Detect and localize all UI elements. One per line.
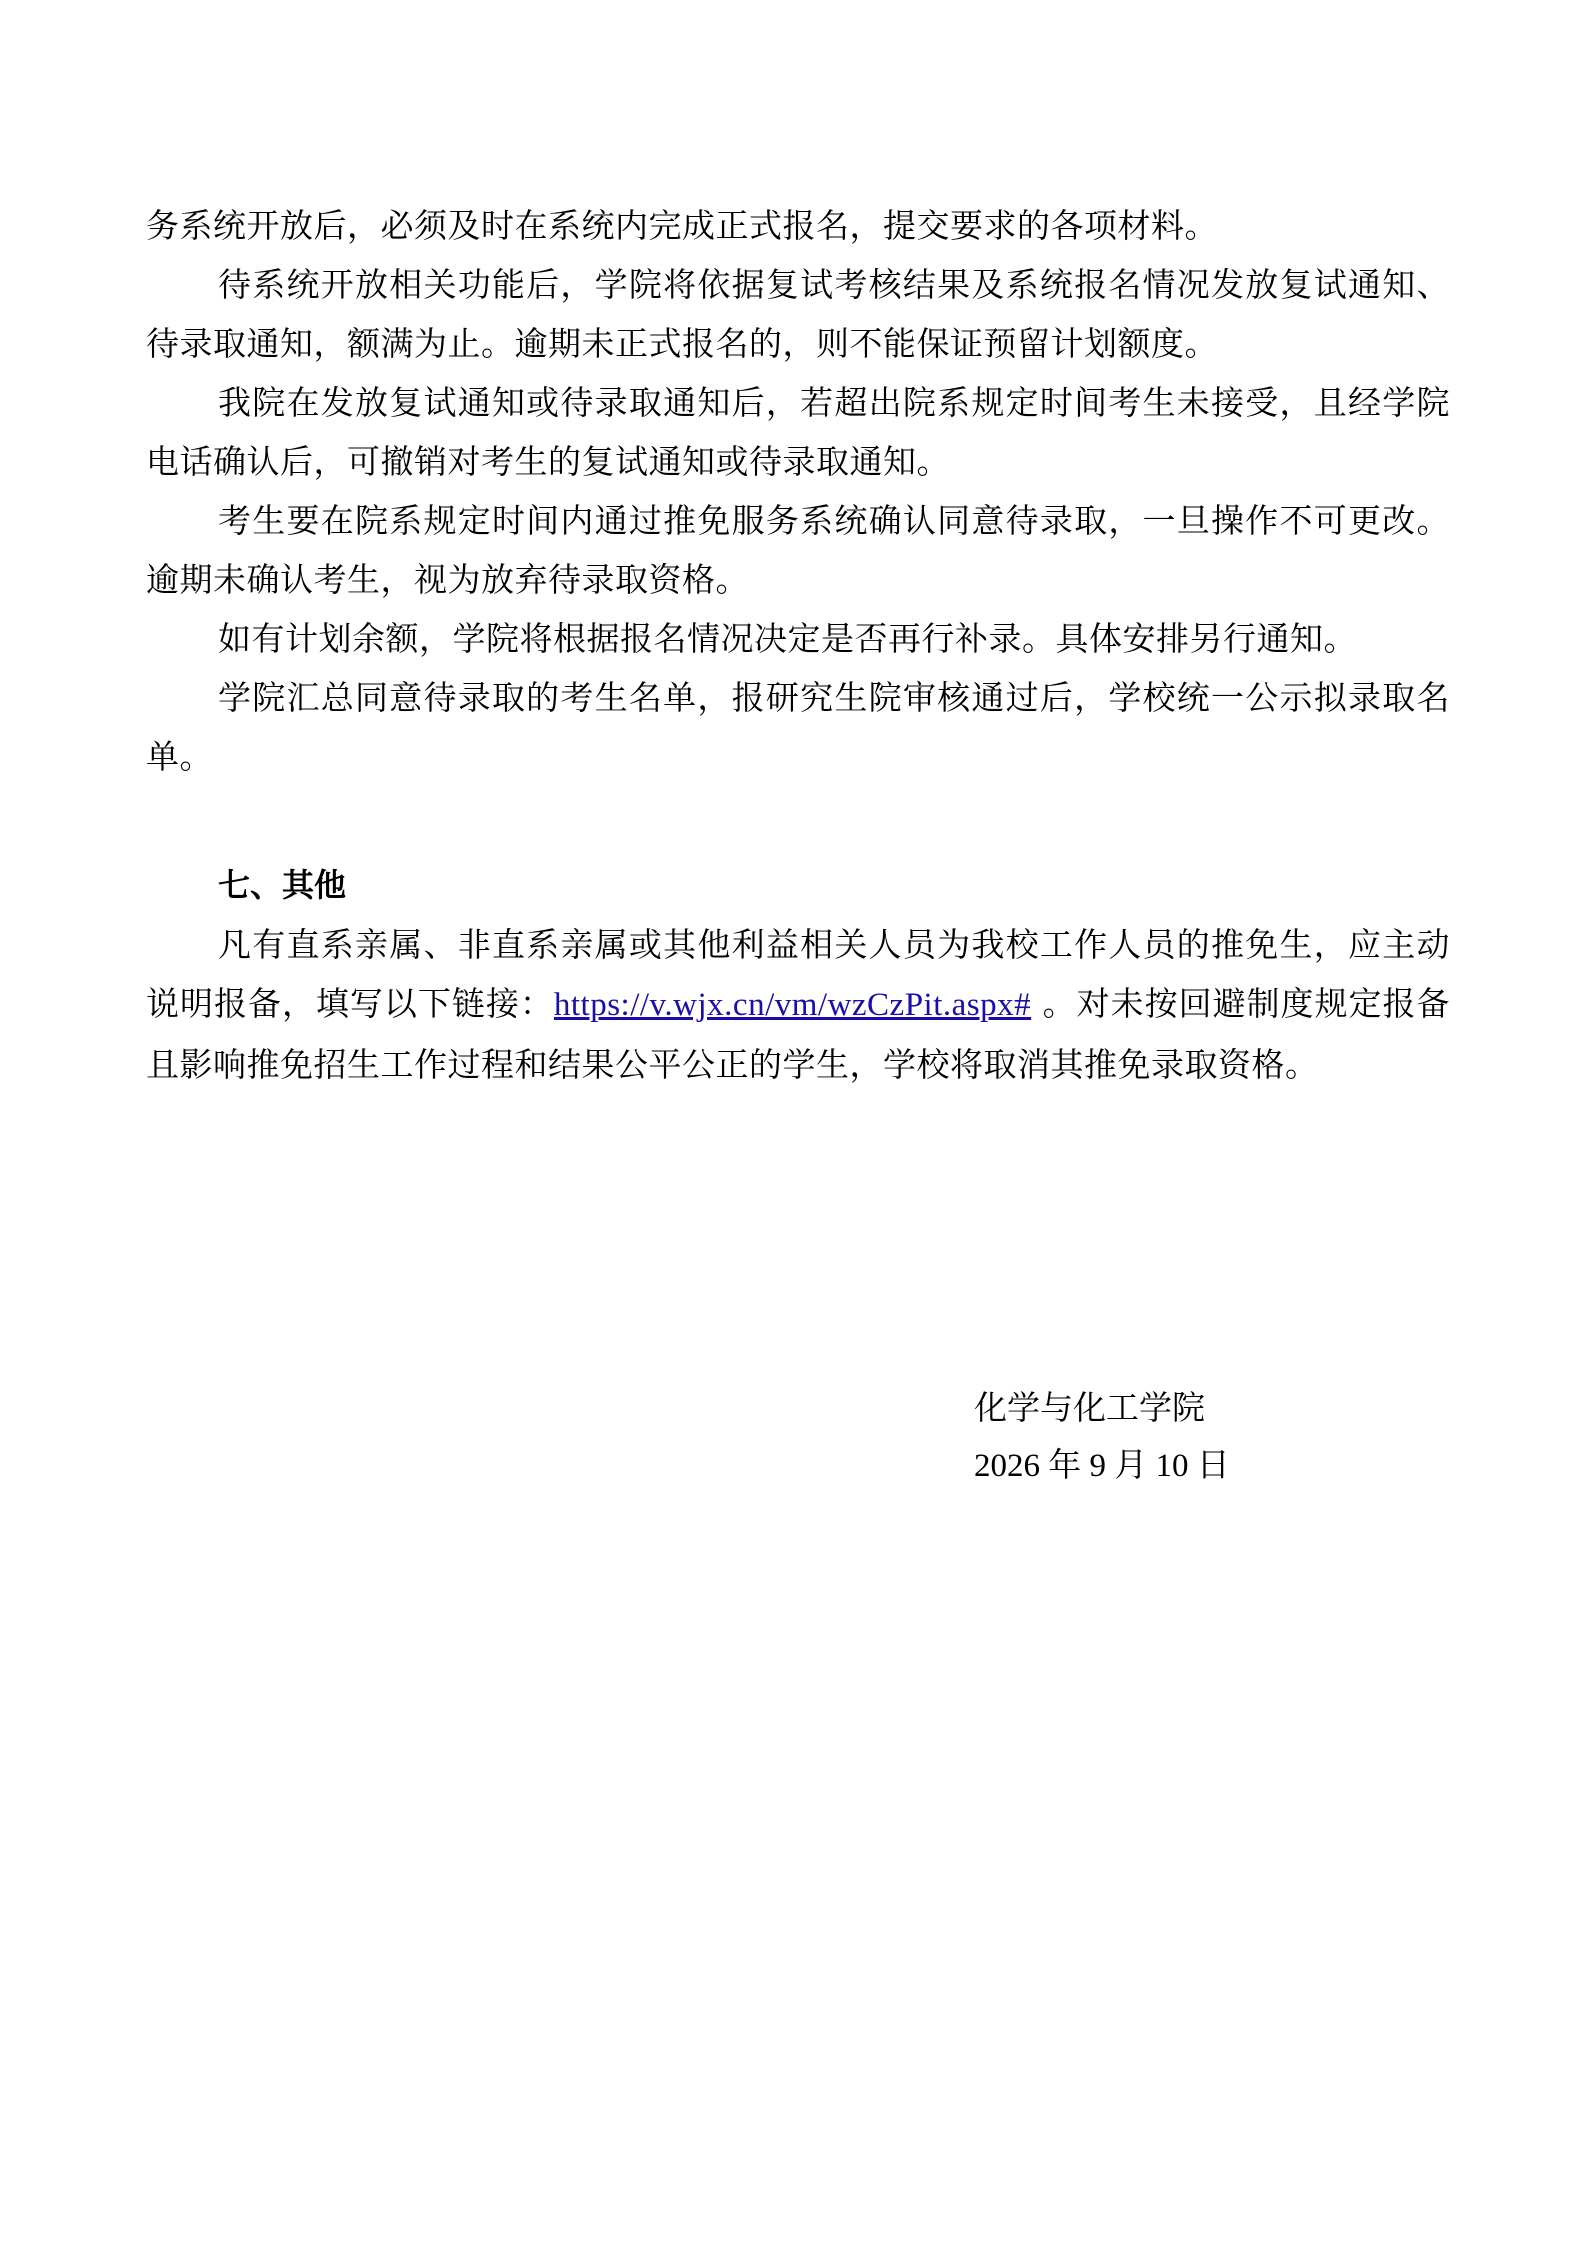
section-spacer bbox=[146, 786, 1450, 856]
paragraph-publicity: 学院汇总同意待录取的考生名单，报研究生院审核通过后，学校统一公示拟录取名单。 bbox=[146, 678, 1450, 776]
paragraph-revoke: 我院在发放复试通知或待录取通知后，若超出院系规定时间考生未接受，且经学院电话确认后，可撤销对考生的复试通知或待录取通知。 bbox=[146, 383, 1450, 481]
paragraph-avoidance bbox=[146, 915, 1450, 1094]
signature-org: 化学与化工学院 bbox=[974, 1388, 1205, 1427]
signature-block bbox=[974, 1378, 1230, 1496]
signature-date: 2026 年 9 月 10 日 bbox=[974, 1448, 1230, 1484]
paragraph-continued: 务系统开放后，必须及时在系统内完成正式报名，提交要求的各项材料。 bbox=[146, 206, 1218, 245]
paragraph-notification: 待系统开放相关功能后，学院将依据复试考核结果及系统报名情况发放复试通知、待录取通知，额满为止。逾期未正式报名的，则不能保证预留计划额度。 bbox=[146, 265, 1450, 363]
avoidance-text-before: 凡有直系亲属、非直系亲属或其他利益相关人员为我校工作人员的推免生，应主动说明报备，填写以下链接： bbox=[146, 925, 1450, 1023]
document-body bbox=[146, 196, 1450, 1094]
paragraph-confirm: 考生要在院系规定时间内通过推免服务系统确认同意待录取，一旦操作不可更改。逾期未确认考生，视为放弃待录取资格。 bbox=[146, 501, 1450, 599]
paragraph-supplement: 如有计划余额，学院将根据报名情况决定是否再行补录。具体安排另行通知。 bbox=[218, 619, 1357, 658]
avoidance-text-after: 。对未按回避制度规定报备且影响推免招生工作过程和结果公平公正的学生，学校将取消其推免录取资格。 bbox=[146, 984, 1450, 1084]
report-link[interactable]: https://v.wjx.cn/vm/wzCzPit.aspx# bbox=[553, 987, 1032, 1023]
section-heading-other: 七、其他 bbox=[218, 866, 347, 904]
